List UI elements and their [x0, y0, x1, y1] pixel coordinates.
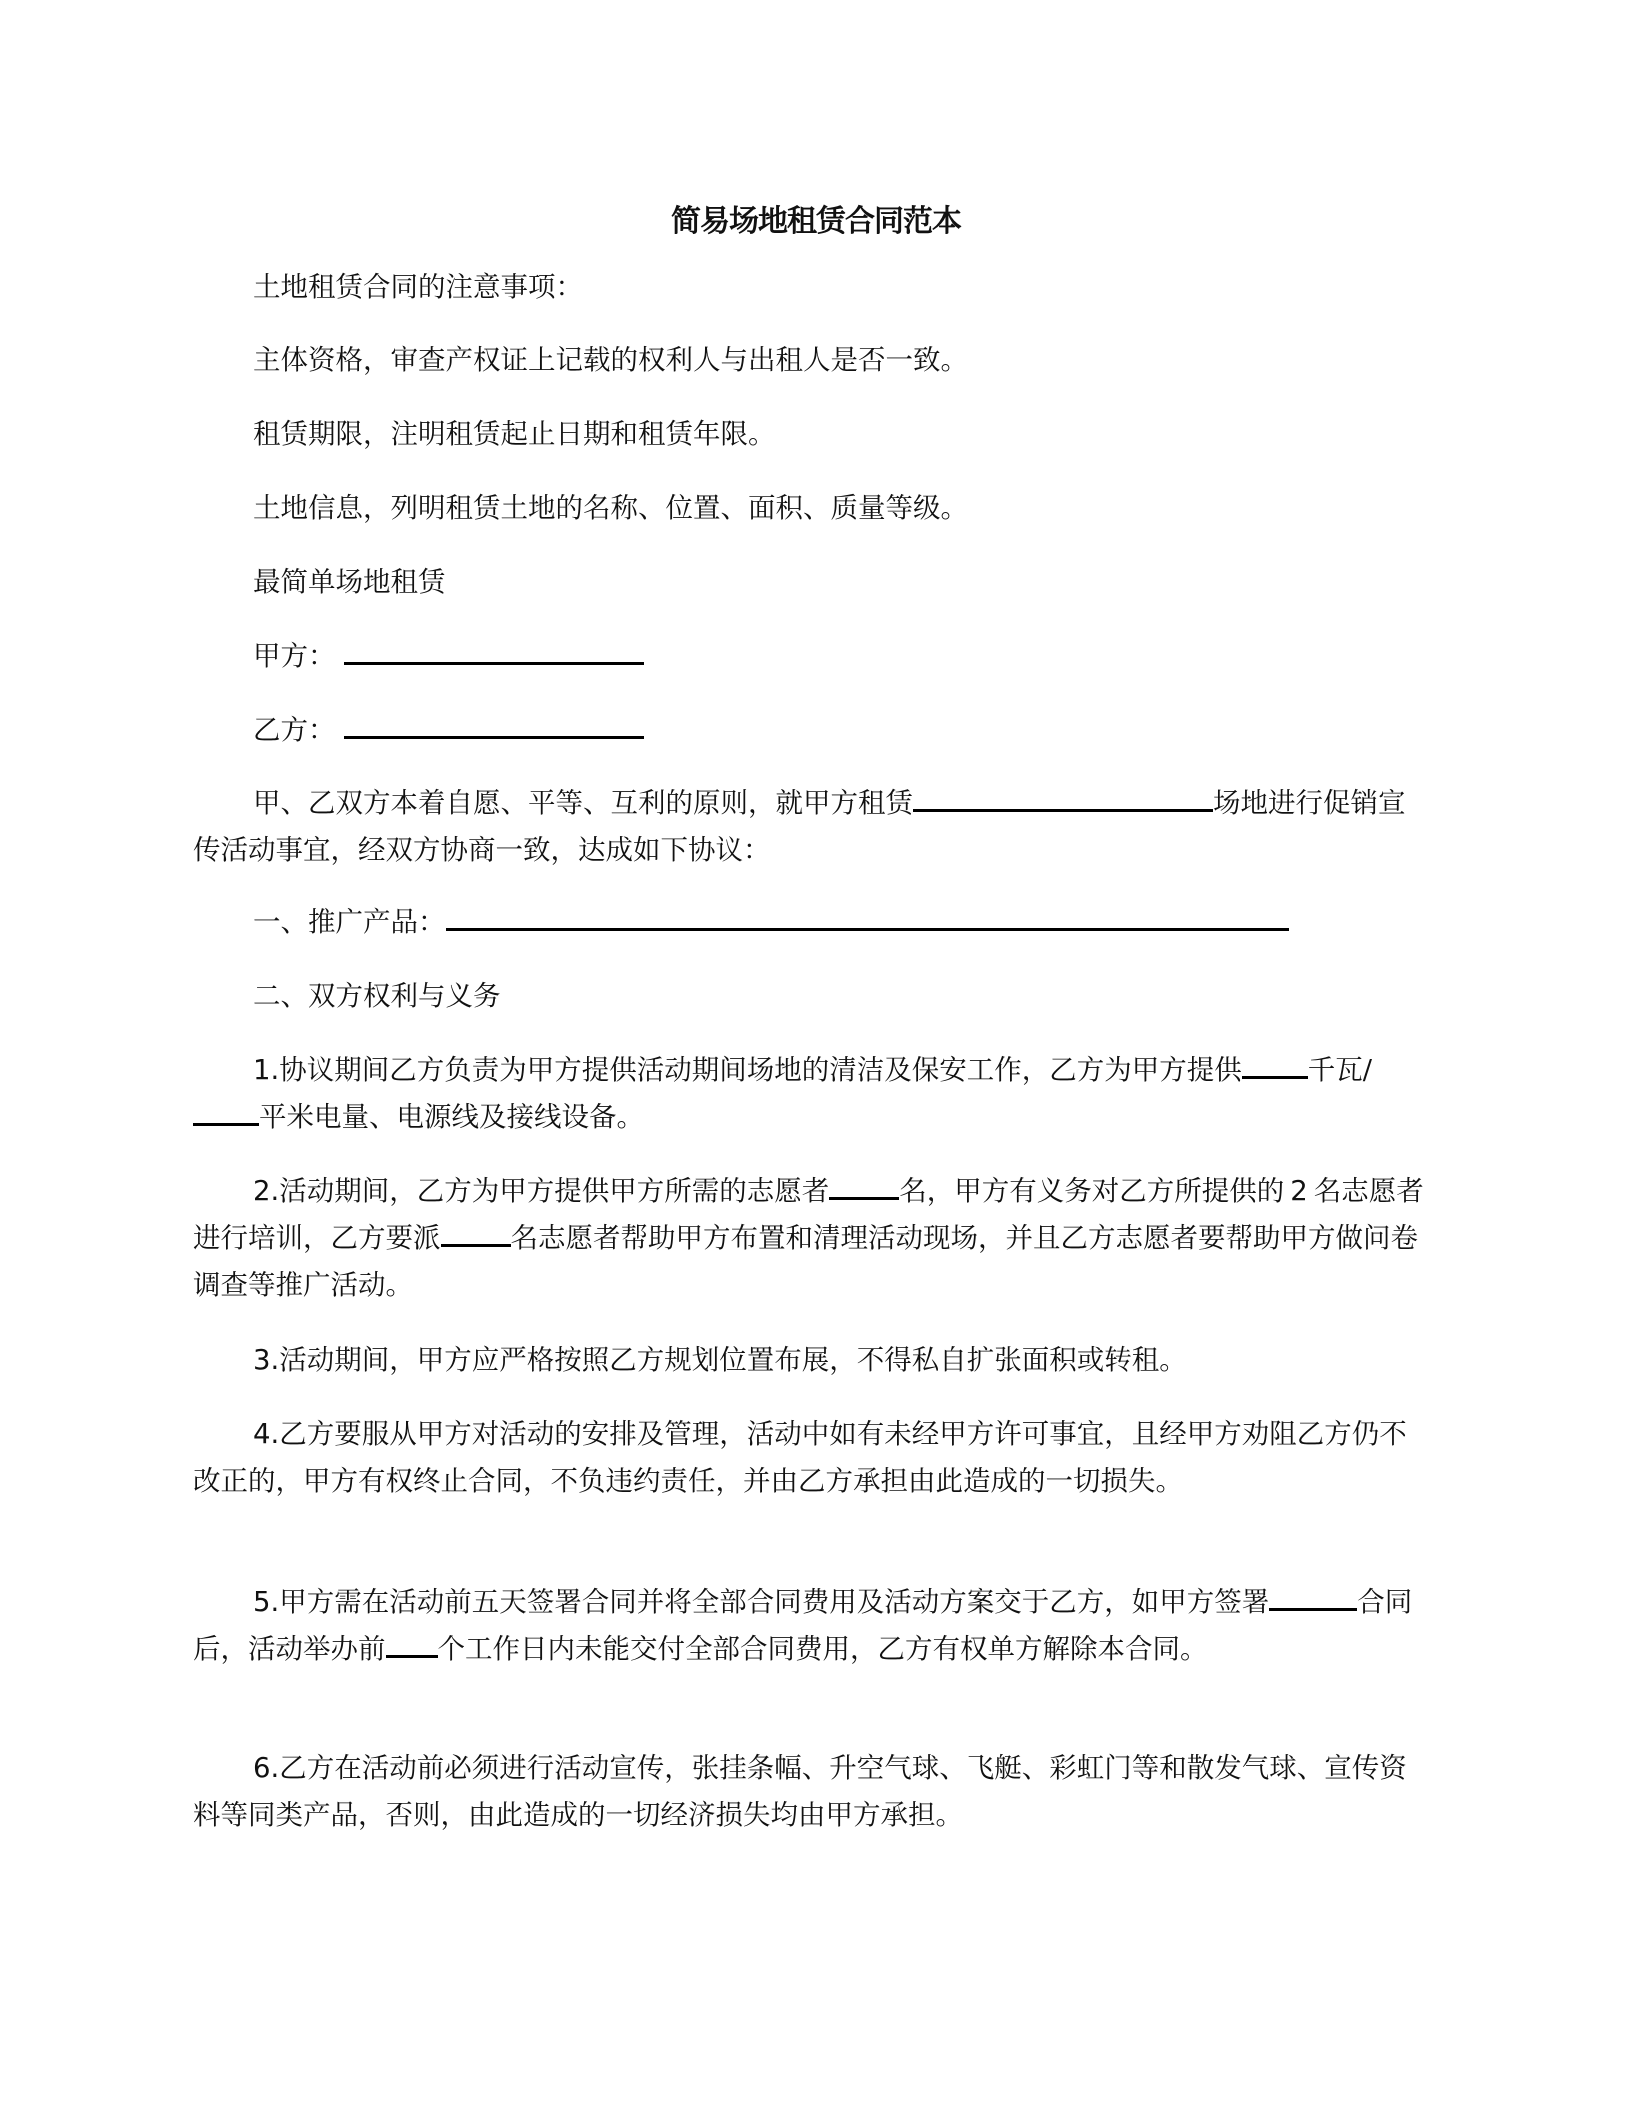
document-title: 简易场地租赁合同范本 — [671, 204, 961, 239]
clause-text: 名，甲方有义务对乙方所提供的 — [899, 1175, 1285, 1207]
subtitle: 最简单场地租赁 — [253, 566, 446, 598]
intro-paragraph — [193, 780, 1425, 874]
clause-6 — [193, 1745, 1425, 1839]
party-a-blank[interactable] — [344, 638, 644, 665]
clause-text: 活动期间，甲方应严格按照乙方规划位置布展，不得私自扩张面积或转租。 — [279, 1344, 1187, 1376]
clause-number: 2. — [253, 1175, 280, 1207]
clause-number: 4. — [253, 1418, 280, 1450]
clause-number: 3. — [253, 1344, 280, 1376]
clause-text: 乙方要服从甲方对活动的安排及管理，活动中如有未经甲方许可事宜，且经甲方劝阻乙方仍不改正的，甲方有权终止合同，不负违约责任，并由乙方承担由此造成的一切损失。 — [193, 1418, 1407, 1497]
section-2-heading: 二、双方权利与义务 — [253, 980, 501, 1012]
clause-1 — [193, 1047, 1425, 1141]
clause-2 — [193, 1168, 1425, 1309]
party-b-label: 乙方： — [253, 714, 336, 746]
clause-text: 名志愿者进行培训，乙方要派 — [193, 1175, 1424, 1254]
party-b-line — [253, 707, 644, 754]
clause-number: 5. — [253, 1586, 280, 1618]
clause-number: 1. — [253, 1054, 280, 1086]
clause-text: 协议期间乙方负责为甲方提供活动期间场地的清洁及保安工作，乙方为甲方提供 — [279, 1054, 1242, 1086]
clause-number: 2 — [1290, 1175, 1308, 1207]
volunteer-count-blank[interactable] — [829, 1173, 899, 1200]
product-blank[interactable] — [446, 904, 1289, 931]
section-1-line — [253, 899, 1289, 946]
clause-5 — [193, 1579, 1425, 1673]
notes-heading: 土地租赁合同的注意事项： — [253, 271, 583, 303]
party-a-line — [253, 633, 644, 680]
clause-text: 甲方需在活动前五天签署合同并将全部合同费用及活动方案交于乙方，如甲方签署 — [279, 1586, 1270, 1618]
workday-blank[interactable] — [386, 1631, 438, 1658]
note-item: 土地信息，列明租赁土地的名称、位置、面积、质量等级。 — [253, 492, 968, 524]
clause-text: 平米电量、电源线及接线设备。 — [259, 1101, 644, 1133]
note-item: 租赁期限，注明租赁起止日期和租赁年限。 — [253, 418, 776, 450]
section-1-label: 一、推广产品： — [253, 906, 446, 938]
clause-text: 合同后，活动举办前 — [193, 1586, 1413, 1665]
venue-blank[interactable] — [913, 785, 1213, 812]
clause-number: 6. — [253, 1752, 280, 1784]
party-b-blank[interactable] — [344, 712, 644, 739]
clause-text: 活动期间，乙方为甲方提供甲方所需的志愿者 — [279, 1175, 830, 1207]
intro-text-1: 甲、乙双方本着自愿、平等、互利的原则，就甲方租赁 — [253, 787, 913, 819]
volunteer-dispatch-blank[interactable] — [441, 1220, 511, 1247]
party-a-label: 甲方： — [253, 640, 336, 672]
clause-3 — [193, 1337, 1425, 1384]
note-item: 主体资格，审查产权证上记载的权利人与出租人是否一致。 — [253, 344, 968, 376]
kilowatt-blank[interactable] — [1242, 1052, 1308, 1079]
signing-blank[interactable] — [1269, 1584, 1357, 1611]
clause-text: 名志愿者帮助甲方布置和清理活动现场，并且乙方志愿者要帮助甲方做问卷调查等推广活动。 — [193, 1222, 1418, 1301]
clause-text: 个工作日内未能交付全部合同费用，乙方有权单方解除本合同。 — [437, 1633, 1208, 1665]
clause-text: 乙方在活动前必须进行活动宣传，张挂条幅、升空气球、飞艇、彩虹门等和散发气球、宣传资料等同类产品，否则，由此造成的一切经济损失均由甲方承担。 — [193, 1752, 1407, 1831]
clause-text: 千瓦/ — [1307, 1054, 1373, 1086]
clause-4 — [193, 1411, 1425, 1505]
intro-text-2: 场地进行促销宣传活动事宜，经双方协商一致，达成如下协议： — [193, 787, 1406, 866]
square-meter-blank[interactable] — [193, 1099, 259, 1126]
